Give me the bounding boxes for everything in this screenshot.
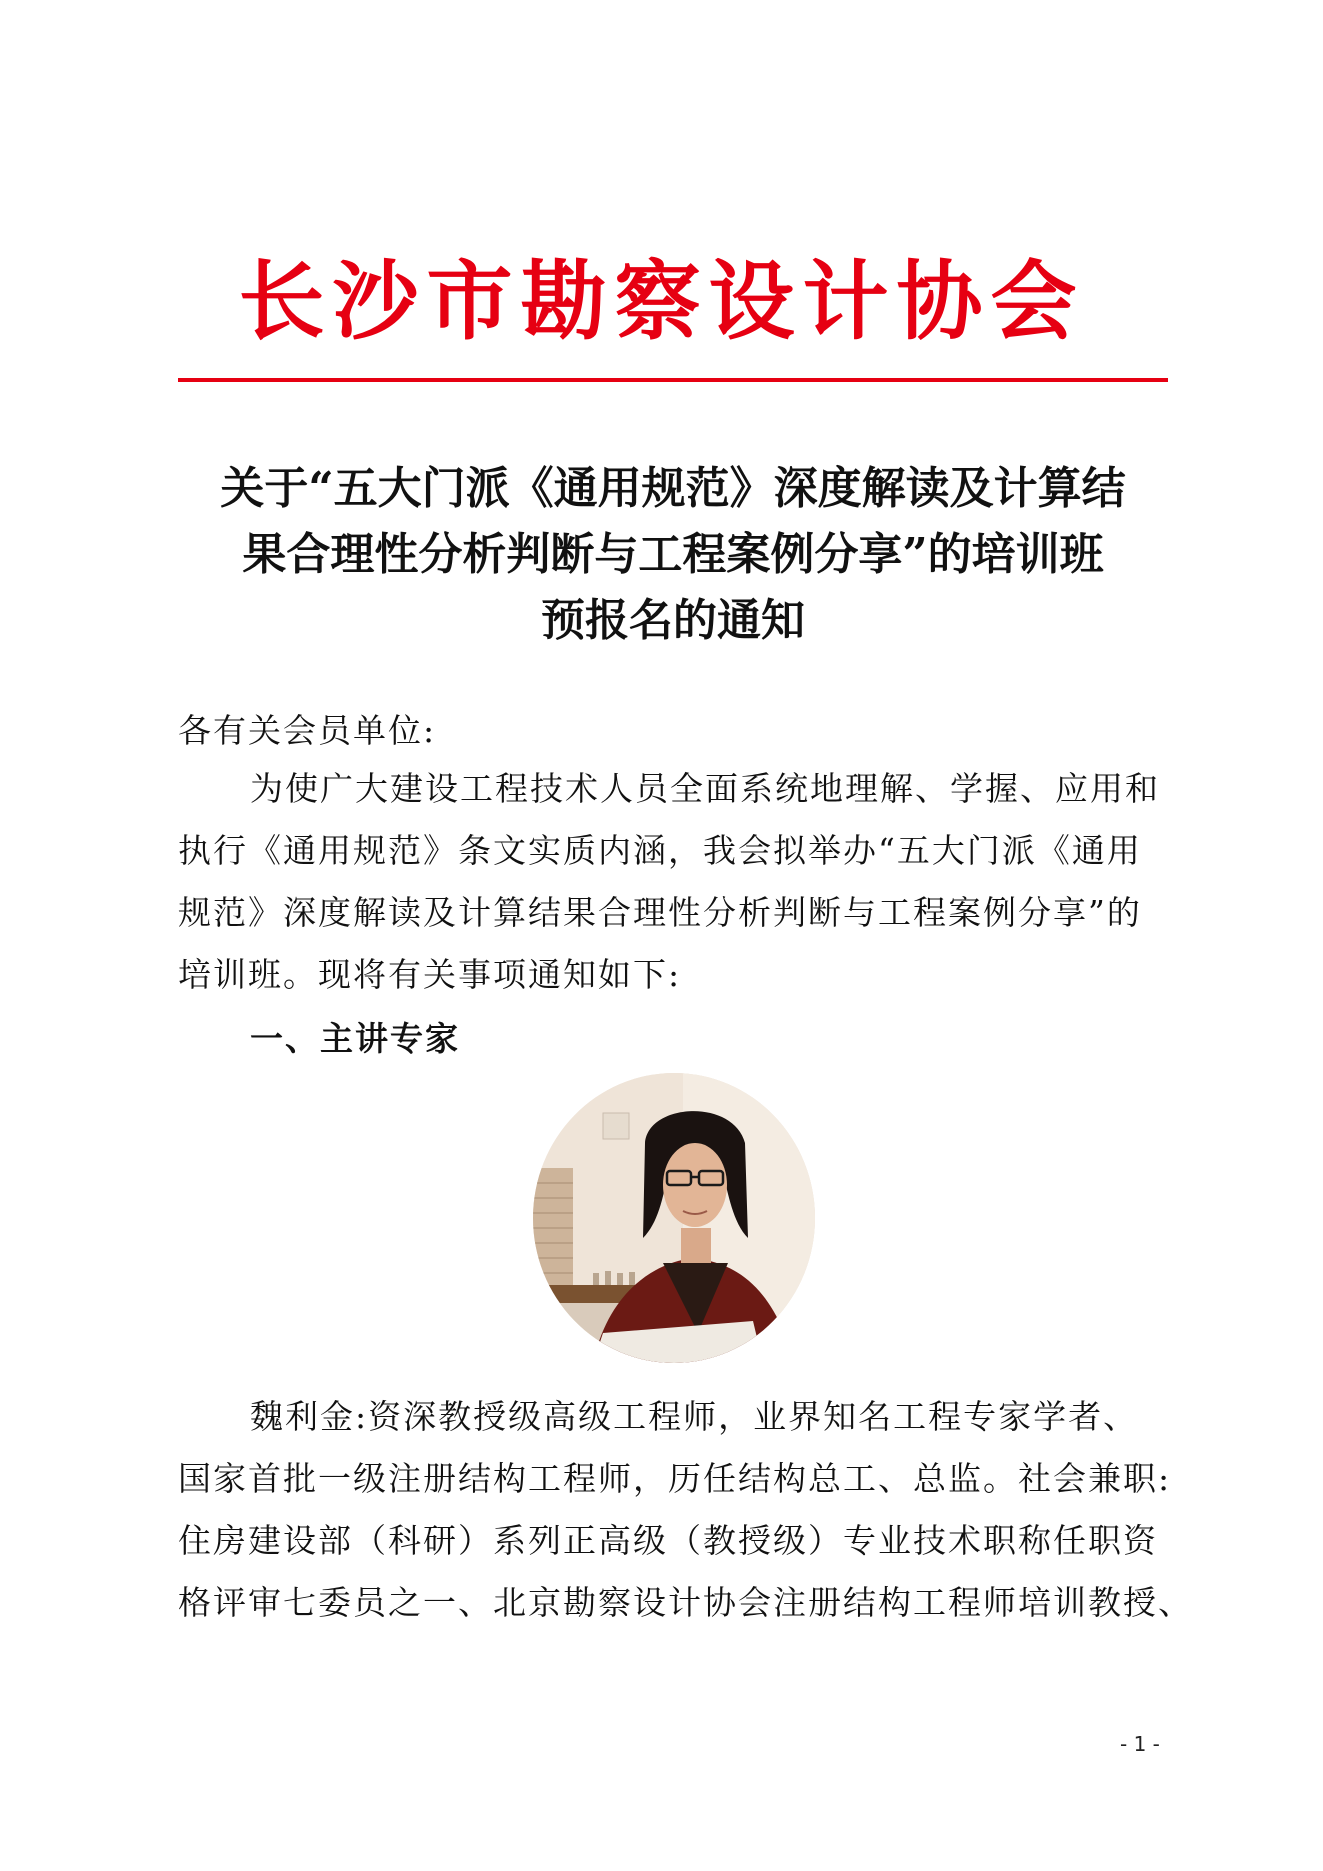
title-line: 果合理性分析判断与工程案例分享”的培训班	[242, 529, 1104, 580]
title-line: 关于“五大门派《通用规范》深度解读及计算结	[220, 463, 1126, 514]
salutation: 各有关会员单位:	[178, 711, 437, 750]
intro-paragraph	[178, 758, 1168, 1006]
title-line: 预报名的通知	[541, 595, 805, 646]
paragraph-line: 魏利金:资深教授级高级工程师，业界知名工程专家学者、	[250, 1397, 1139, 1436]
page-number: - 1 -	[1120, 1732, 1160, 1756]
paragraph-line: 格评审七委员之一、北京勘察设计协会注册结构工程师培训教授、	[178, 1583, 1193, 1622]
paragraph-line: 执行《通用规范》条文实质内涵，我会拟举办“五大门派《通用	[178, 831, 1142, 870]
paragraph-line: 住房建设部（科研）系列正高级（教授级）专业技术职称任职资	[178, 1521, 1158, 1560]
paragraph-line: 培训班。现将有关事项通知如下:	[178, 955, 682, 994]
document-title	[178, 456, 1168, 654]
section-heading-speaker: 一、主讲专家	[250, 1019, 460, 1058]
paragraph-line: 为使广大建设工程技术人员全面系统地理解、学握、应用和	[250, 769, 1160, 808]
speaker-portrait	[533, 1073, 815, 1363]
paragraph-line: 国家首批一级注册结构工程师，历任结构总工、总监。社会兼职:	[178, 1459, 1172, 1498]
speaker-bio-paragraph	[178, 1386, 1193, 1634]
org-title: 长沙市勘察设计协会	[238, 251, 1085, 352]
portrait-illustration	[533, 1073, 815, 1363]
paragraph-line: 规范》深度解读及计算结果合理性分析判断与工程案例分享”的	[178, 893, 1142, 932]
red-divider	[178, 378, 1168, 382]
